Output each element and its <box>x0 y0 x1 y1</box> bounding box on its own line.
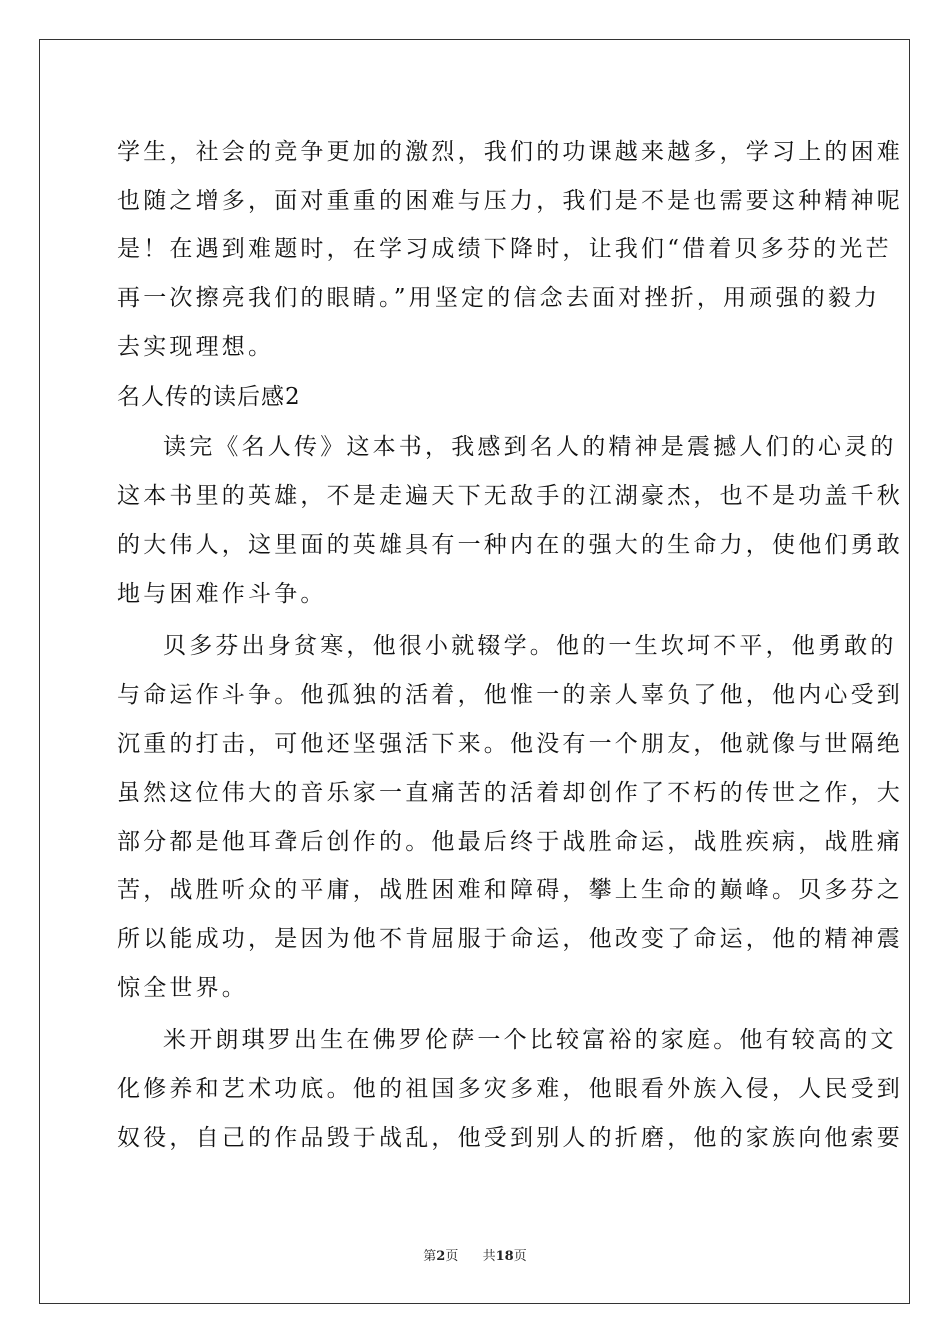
text-line: 虽然这位伟大的音乐家一直痛苦的活着却创作了不朽的传世之作，大 <box>117 780 903 806</box>
paragraph-first-line: 贝多芬出身贫寒，他很小就辍学。他的一生坎坷不平，他勇敢的 <box>163 633 897 659</box>
section-heading: 名人传的读后感2 <box>117 384 301 410</box>
text-line: 化修养和艺术功底。他的祖国多灾多难，他眼看外族入侵，人民受到 <box>117 1076 903 1102</box>
text-line: 学生，社会的竞争更加的激烈，我们的功课越来越多，学习上的困难 <box>117 139 903 165</box>
footer-page-prefix: 第 <box>423 1249 437 1264</box>
text-line: 所以能成功，是因为他不肯屈服于命运，他改变了命运，他的精神震 <box>117 926 903 952</box>
text-line: 惊全世界。 <box>117 975 248 1001</box>
text-line: 沉重的打击，可他还坚强活下来。他没有一个朋友，他就像与世隔绝 <box>117 731 903 757</box>
paragraph-first-line: 读完《名人传》这本书，我感到名人的精神是震撼人们的心灵的 <box>163 434 897 460</box>
footer-page-number: 2 <box>436 1249 446 1264</box>
text-line: 奴役，自己的作品毁于战乱，他受到别人的折磨，他的家族向他索要 <box>117 1125 903 1151</box>
text-line: 是！在遇到难题时，在学习成绩下降时，让我们“借着贝多芬的光芒 <box>117 236 892 262</box>
text-line: 也随之增多，面对重重的困难与压力，我们是不是也需要这种精神呢 <box>117 188 903 214</box>
footer-total-pages: 18 <box>495 1249 514 1264</box>
text-line: 再一次擦亮我们的眼睛。”用坚定的信念去面对挫折，用顽强的毅力 <box>117 285 881 311</box>
text-line: 与命运作斗争。他孤独的活着，他惟一的亲人辜负了他，他内心受到 <box>117 682 903 708</box>
text-line: 地与困难作斗争。 <box>117 581 327 607</box>
text-line: 的大伟人，这里面的英雄具有一种内在的强大的生命力，使他们勇敢 <box>117 532 903 558</box>
page-footer <box>0 1245 950 1264</box>
text-line: 这本书里的英雄，不是走遍天下无敌手的江湖豪杰，也不是功盖千秋 <box>117 483 903 509</box>
text-line: 去实现理想。 <box>117 334 275 360</box>
text-line: 苦，战胜听众的平庸，战胜困难和障碍，攀上生命的巅峰。贝多芬之 <box>117 877 903 903</box>
footer-total-prefix: 共 <box>482 1249 496 1264</box>
text-line: 部分都是他耳聋后创作的。他最后终于战胜命运，战胜疾病，战胜痛 <box>117 829 903 855</box>
footer-total-suffix: 页 <box>513 1249 527 1264</box>
paragraph-first-line: 米开朗琪罗出生在佛罗伦萨一个比较富裕的家庭。他有较高的文 <box>163 1027 897 1053</box>
footer-page-suffix: 页 <box>445 1249 459 1264</box>
